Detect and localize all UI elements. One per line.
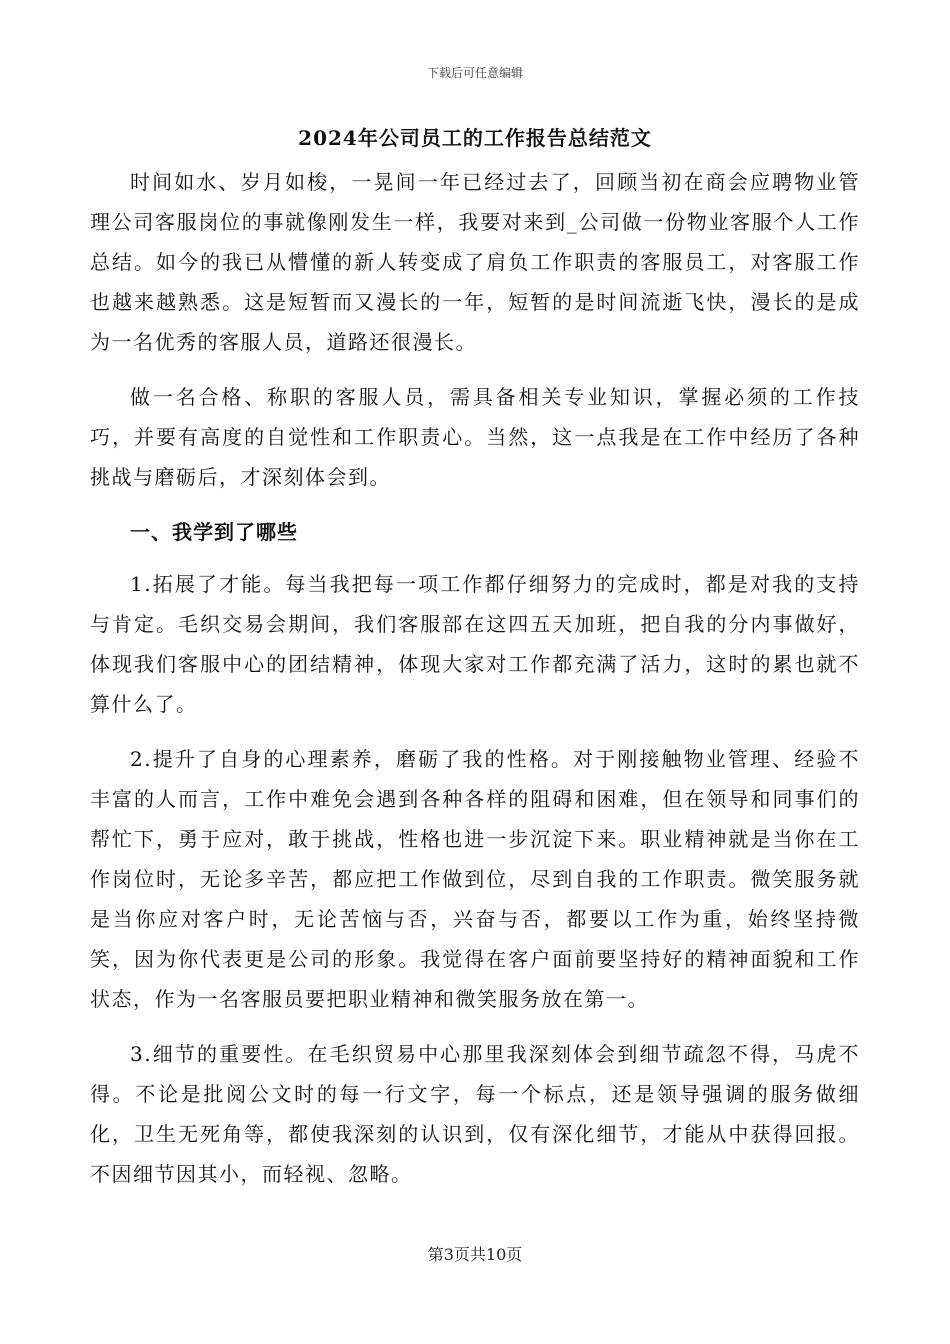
- paragraph-intro: 时间如水、岁月如梭，一晃间一年已经过去了，回顾当初在商会应聘物业管理公司客服岗位的事就像刚发生一样，我要对来到_公司做一份物业客服个人工作总结。如今的我已从懵懂的新人转变成了肩负工作职责的客服员工，对客服工作也越来越熟悉。这是短暂而又漫长的一年，短暂的是时间流逝飞快，漫长的是成为一名优秀的客服人员，道路还很漫长。: [90, 170, 860, 354]
- page-header-note: 下载后可任意编辑: [426, 66, 523, 80]
- page-number: 第3页共10页: [427, 1245, 523, 1264]
- list-item: 3.细节的重要性。在毛织贸易中心那里我深刻体会到细节疏忽不得，马虎不得。不论是批阅公文时的每一行文字，每一个标点，还是领导强调的服务做细化，卫生无死角等，都使我深刻的认识到，仅有深化细节，才能从中获得回报。不因细节因其小，而轻视、忽略。: [90, 1042, 860, 1186]
- section-heading: 一、我学到了哪些: [130, 520, 298, 544]
- list-item: 2.提升了自身的心理素养，磨砺了我的性格。对于刚接触物业管理、经验不丰富的人而言，工作中难免会遇到各种各样的阻碍和困难，但在领导和同事们的帮忙下，勇于应对，敢于挑战，性格也进一步沉淀下来。职业精神就是当你在工作岗位时，无论多辛苦，都应把工作做到位，尽到自我的工作职责。微笑服务就是当你应对客户时，无论苦恼与否，兴奋与否，都要以工作为重，始终坚持微笑，因为你代表更是公司的形象。我觉得在客户面前要坚持好的精神面貌和工作状态，作为一名客服员要把职业精神和微笑服务放在第一。: [90, 747, 860, 1011]
- list-item: 1.拓展了才能。每当我把每一项工作都仔细努力的完成时，都是对我的支持与肯定。毛织交易会期间，我们客服部在这四五天加班，把自我的分内事做好，体现我们客服中心的团结精神，体现大家对工作都充满了活力，这时的累也就不算什么了。: [90, 572, 860, 716]
- paragraph-qualities: 做一名合格、称职的客服人员，需具备相关专业知识，掌握必须的工作技巧，并要有高度的自觉性和工作职责心。当然，这一点我是在工作中经历了各种挑战与磨砺后，才深刻体会到。: [90, 385, 860, 489]
- document-title: 2024年公司员工的工作报告总结范文: [298, 126, 652, 150]
- document-body: [90, 162, 860, 1209]
